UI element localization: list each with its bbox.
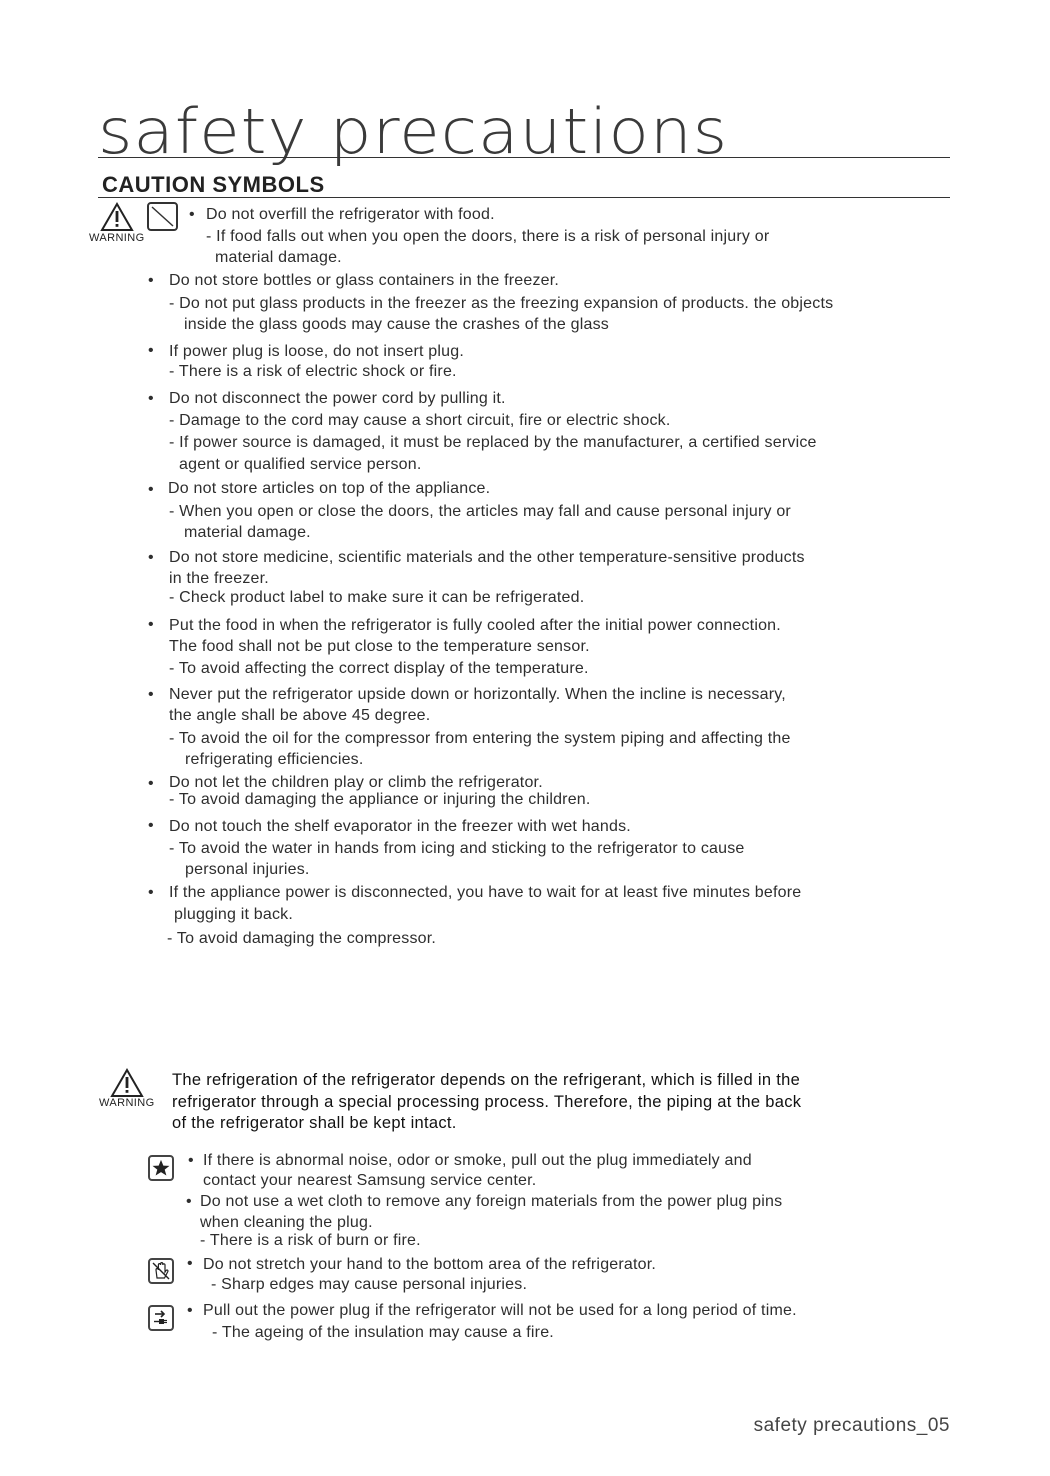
list-item-detail: - Do not put glass products in the freezer as the freezing expansion of products. the objects [169,295,834,312]
list-item-detail: personal injuries. [185,861,310,878]
list-item-detail: when cleaning the plug. [200,1214,373,1231]
bullet-dot: • [148,775,154,792]
bullet-dot: • [148,817,154,834]
bullet-dot: • [148,390,154,407]
list-item-detail: contact your nearest Samsung service center. [203,1172,537,1189]
list-item: If the appliance power is disconnected, you have to wait for at least five minutes before [169,884,802,901]
list-item: Do not stretch your hand to the bottom area of the refrigerator. [203,1256,657,1273]
list-item: Do not overfill the refrigerator with food. [206,206,495,223]
list-item: If there is abnormal noise, odor or smoke, pull out the plug immediately and [203,1152,752,1169]
bullet-dot: • [148,686,154,703]
warning-label: WARNING [99,1097,155,1109]
bullet-dot: • [148,342,154,359]
bullet-dot: • [148,549,154,566]
warning-triangle-icon [100,202,134,232]
list-item-detail: - The ageing of the insulation may cause a fire. [212,1324,554,1341]
list-item: Never put the refrigerator upside down or horizontally. When the incline is necessary, [169,686,786,703]
list-item-detail: - To avoid damaging the compressor. [167,930,437,947]
warning-triangle-icon [110,1068,144,1098]
bullet-dot: • [186,1193,192,1210]
list-item-detail: material damage. [184,524,311,541]
bullet-dot: • [189,206,195,223]
list-item-detail: - To avoid damaging the appliance or injuring the children. [169,791,591,808]
list-item: Pull out the power plug if the refrigerator will not be used for a long period of time. [203,1302,797,1319]
bullet-dot: • [148,272,154,289]
list-item-detail: The food shall not be put close to the temperature sensor. [169,638,590,655]
list-item-detail: - If food falls out when you open the doors, there is a risk of personal injury or [206,228,770,245]
star-icon [148,1155,174,1181]
list-item-detail: the angle shall be above 45 degree. [169,707,431,724]
page-title: safety precautions [98,94,729,169]
list-item-detail: plugging it back. [174,906,294,923]
bullet-dot: • [187,1302,193,1319]
list-item: Do not disconnect the power cord by pulling it. [169,390,506,407]
bullet-dot: • [148,616,154,633]
list-item-detail: - To avoid the oil for the compressor from entering the system piping and affecting the [169,730,791,747]
list-item: Do not store articles on top of the appliance. [168,480,491,497]
section-divider [98,197,950,198]
refrigerant-warning-line: The refrigeration of the refrigerator depends on the refrigerant, which is filled in the [172,1071,801,1089]
bullet-dot: • [148,884,154,901]
bullet-dot: • [188,1152,194,1169]
page-footer: safety precautions_05 [753,1415,950,1436]
list-item-detail: - Check product label to make sure it can be refrigerated. [169,589,585,606]
list-item: Do not let the children play or climb the refrigerator. [169,774,543,791]
list-item-detail: refrigerating efficiencies. [185,751,364,768]
list-item-detail: material damage. [215,249,342,266]
list-item-detail: - When you open or close the doors, the articles may fall and cause personal injury or [169,503,791,520]
list-item-detail: agent or qualified service person. [179,456,422,473]
bullet-dot: • [148,481,154,498]
refrigerant-warning-line: refrigerator through a special processing process. Therefore, the piping at the back [172,1093,802,1111]
list-item: Do not touch the shelf evaporator in the freezer with wet hands. [169,818,631,835]
warning-label: WARNING [89,232,145,244]
list-item-detail: inside the glass goods may cause the crashes of the glass [184,316,609,333]
list-item: Do not store bottles or glass containers in the freezer. [169,272,560,289]
title-divider [98,157,950,158]
list-item: Put the food in when the refrigerator is fully cooled after the initial power connection. [169,617,781,634]
bullet-dot: • [187,1255,193,1272]
list-item: Do not use a wet cloth to remove any foreign materials from the power plug pins [200,1193,783,1210]
section-heading: CAUTION SYMBOLS [102,172,325,197]
list-item-detail: - To avoid affecting the correct display of the temperature. [169,660,589,677]
list-item-detail: - If power source is damaged, it must be replaced by the manufacturer, a certified service [169,434,817,451]
list-item-detail: - There is a risk of electric shock or fire. [169,363,457,380]
list-item: If power plug is loose, do not insert plug. [169,343,464,360]
list-item-detail: - Damage to the cord may cause a short circuit, fire or electric shock. [169,412,671,429]
list-item-detail: - Sharp edges may cause personal injuries. [211,1276,528,1293]
refrigerant-warning-line: of the refrigerator shall be kept intact. [172,1114,457,1132]
unplug-icon [148,1305,174,1331]
list-item: Do not store medicine, scientific materials and the other temperature-sensitive products [169,549,805,566]
list-item-detail: - To avoid the water in hands from icing and sticking to the refrigerator to cause [169,840,745,857]
list-item-detail: - There is a risk of burn or fire. [200,1232,421,1249]
no-hand-icon [148,1258,174,1284]
prohibited-icon [147,202,178,231]
list-item-detail: in the freezer. [169,570,269,587]
